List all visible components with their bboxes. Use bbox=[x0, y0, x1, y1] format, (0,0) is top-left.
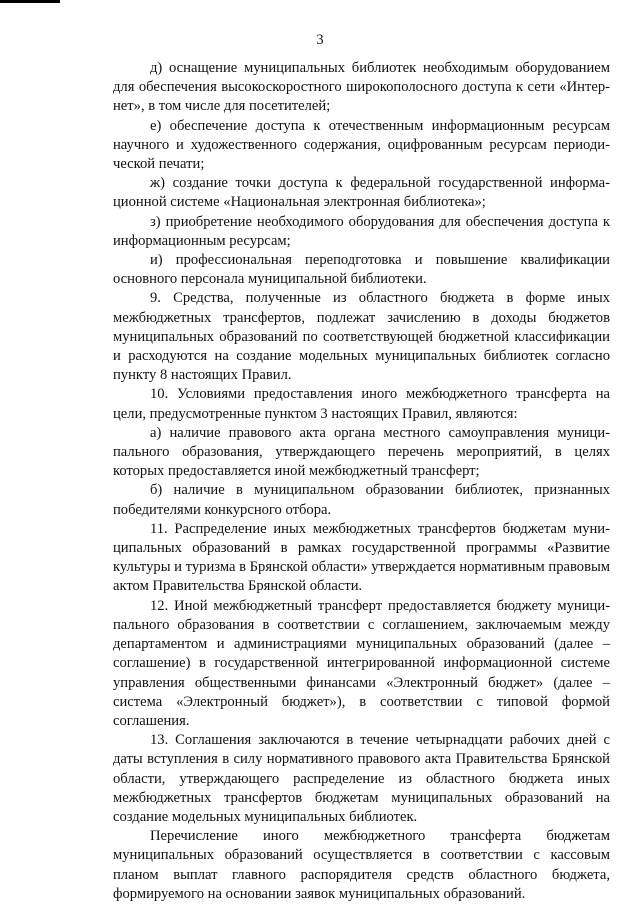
paragraph-item-z: з) приобретение необходимого оборудования для обеспечения доступа к информационным ресурсам; bbox=[113, 213, 610, 249]
paragraph-item-b: б) наличие в муниципальном образовании библиотек, признанных победителями конкурсного отбора. bbox=[113, 482, 610, 518]
paragraph-item-a: а) наличие правового акта органа местного самоуправления муниципального образования, утверждающего перечень мероприятий, в целях которых предоставляется иной межбюджетный трансферт; bbox=[113, 424, 610, 480]
page-number: 3 bbox=[316, 32, 324, 48]
paragraph-transfer: Перечисление иного межбюджетного трансферта бюджетам муниципальных образований осуществляется в соответствии с кассовым планом выплат главного распорядителя средств областного бюджета, формируемого на основании заявок муниципальных образований. bbox=[113, 828, 610, 902]
paragraph-section-13: 13. Соглашения заключаются в течение четырнадцати рабочих дней с даты вступления в силу нормативного правового акта Правительства Брянской области, утверждающего распределение из областного бюджета иных межбюджетных трансфертов бюджетам муниципальных образований на создание модельных муниципальных библиотек. bbox=[113, 732, 610, 825]
paragraph-item-zh: ж) создание точки доступа к федеральной государственной информационной системе «Национальная электронная библиотека»; bbox=[113, 175, 610, 211]
paragraph-section-12: 12. Иной межбюджетный трансферт предоставляется бюджету муниципального образования в соответствии с соглашением, заключаемым между департаментом и администрациями муниципальных образований (далее – соглашение) в государственной интегрированной информационной системе управления общественными финансами «Электронный бюджет» (далее – система «Электронный бюджет»), в соответствии с типовой формой соглашения. bbox=[113, 597, 610, 729]
document-body bbox=[113, 59, 610, 904]
paragraph-section-9: 9. Средства, полученные из областного бюджета в форме иных межбюджетных трансфертов, подлежат зачислению в доходы бюджетов муниципальных образований по соответствующей бюджетной классификации и расходуются на создание модельных муниципальных библиотек согласно пункту 8 настоящих Правил. bbox=[113, 290, 610, 384]
paragraph-item-i: и) профессиональная переподготовка и повышение квалификации основного персонала муниципальной библиотеки. bbox=[113, 252, 610, 288]
paragraph-section-11: 11. Распределение иных межбюджетных трансфертов бюджетам муниципальных образований в рамках государственной программы «Развитие культуры и туризма в Брянской области» утверждается нормативным правовым актом Правительства Брянской области. bbox=[113, 520, 610, 595]
corner-mark bbox=[0, 0, 60, 3]
paragraph-item-e: е) обеспечение доступа к отечественным информационным ресурсам научного и художественного содержания, оцифрованным ресурсам периодической печати; bbox=[113, 117, 610, 173]
paragraph-section-10: 10. Условиями предоставления иного межбюджетного трансферта на цели, предусмотренные пунктом 3 настоящих Правил, являются: bbox=[113, 386, 610, 422]
paragraph-item-d: д) оснащение муниципальных библиотек необходимым оборудованием для обеспечения высокоскоростного широкополосного доступа к сети «Интернет», в том числе для посетителей; bbox=[113, 60, 610, 115]
